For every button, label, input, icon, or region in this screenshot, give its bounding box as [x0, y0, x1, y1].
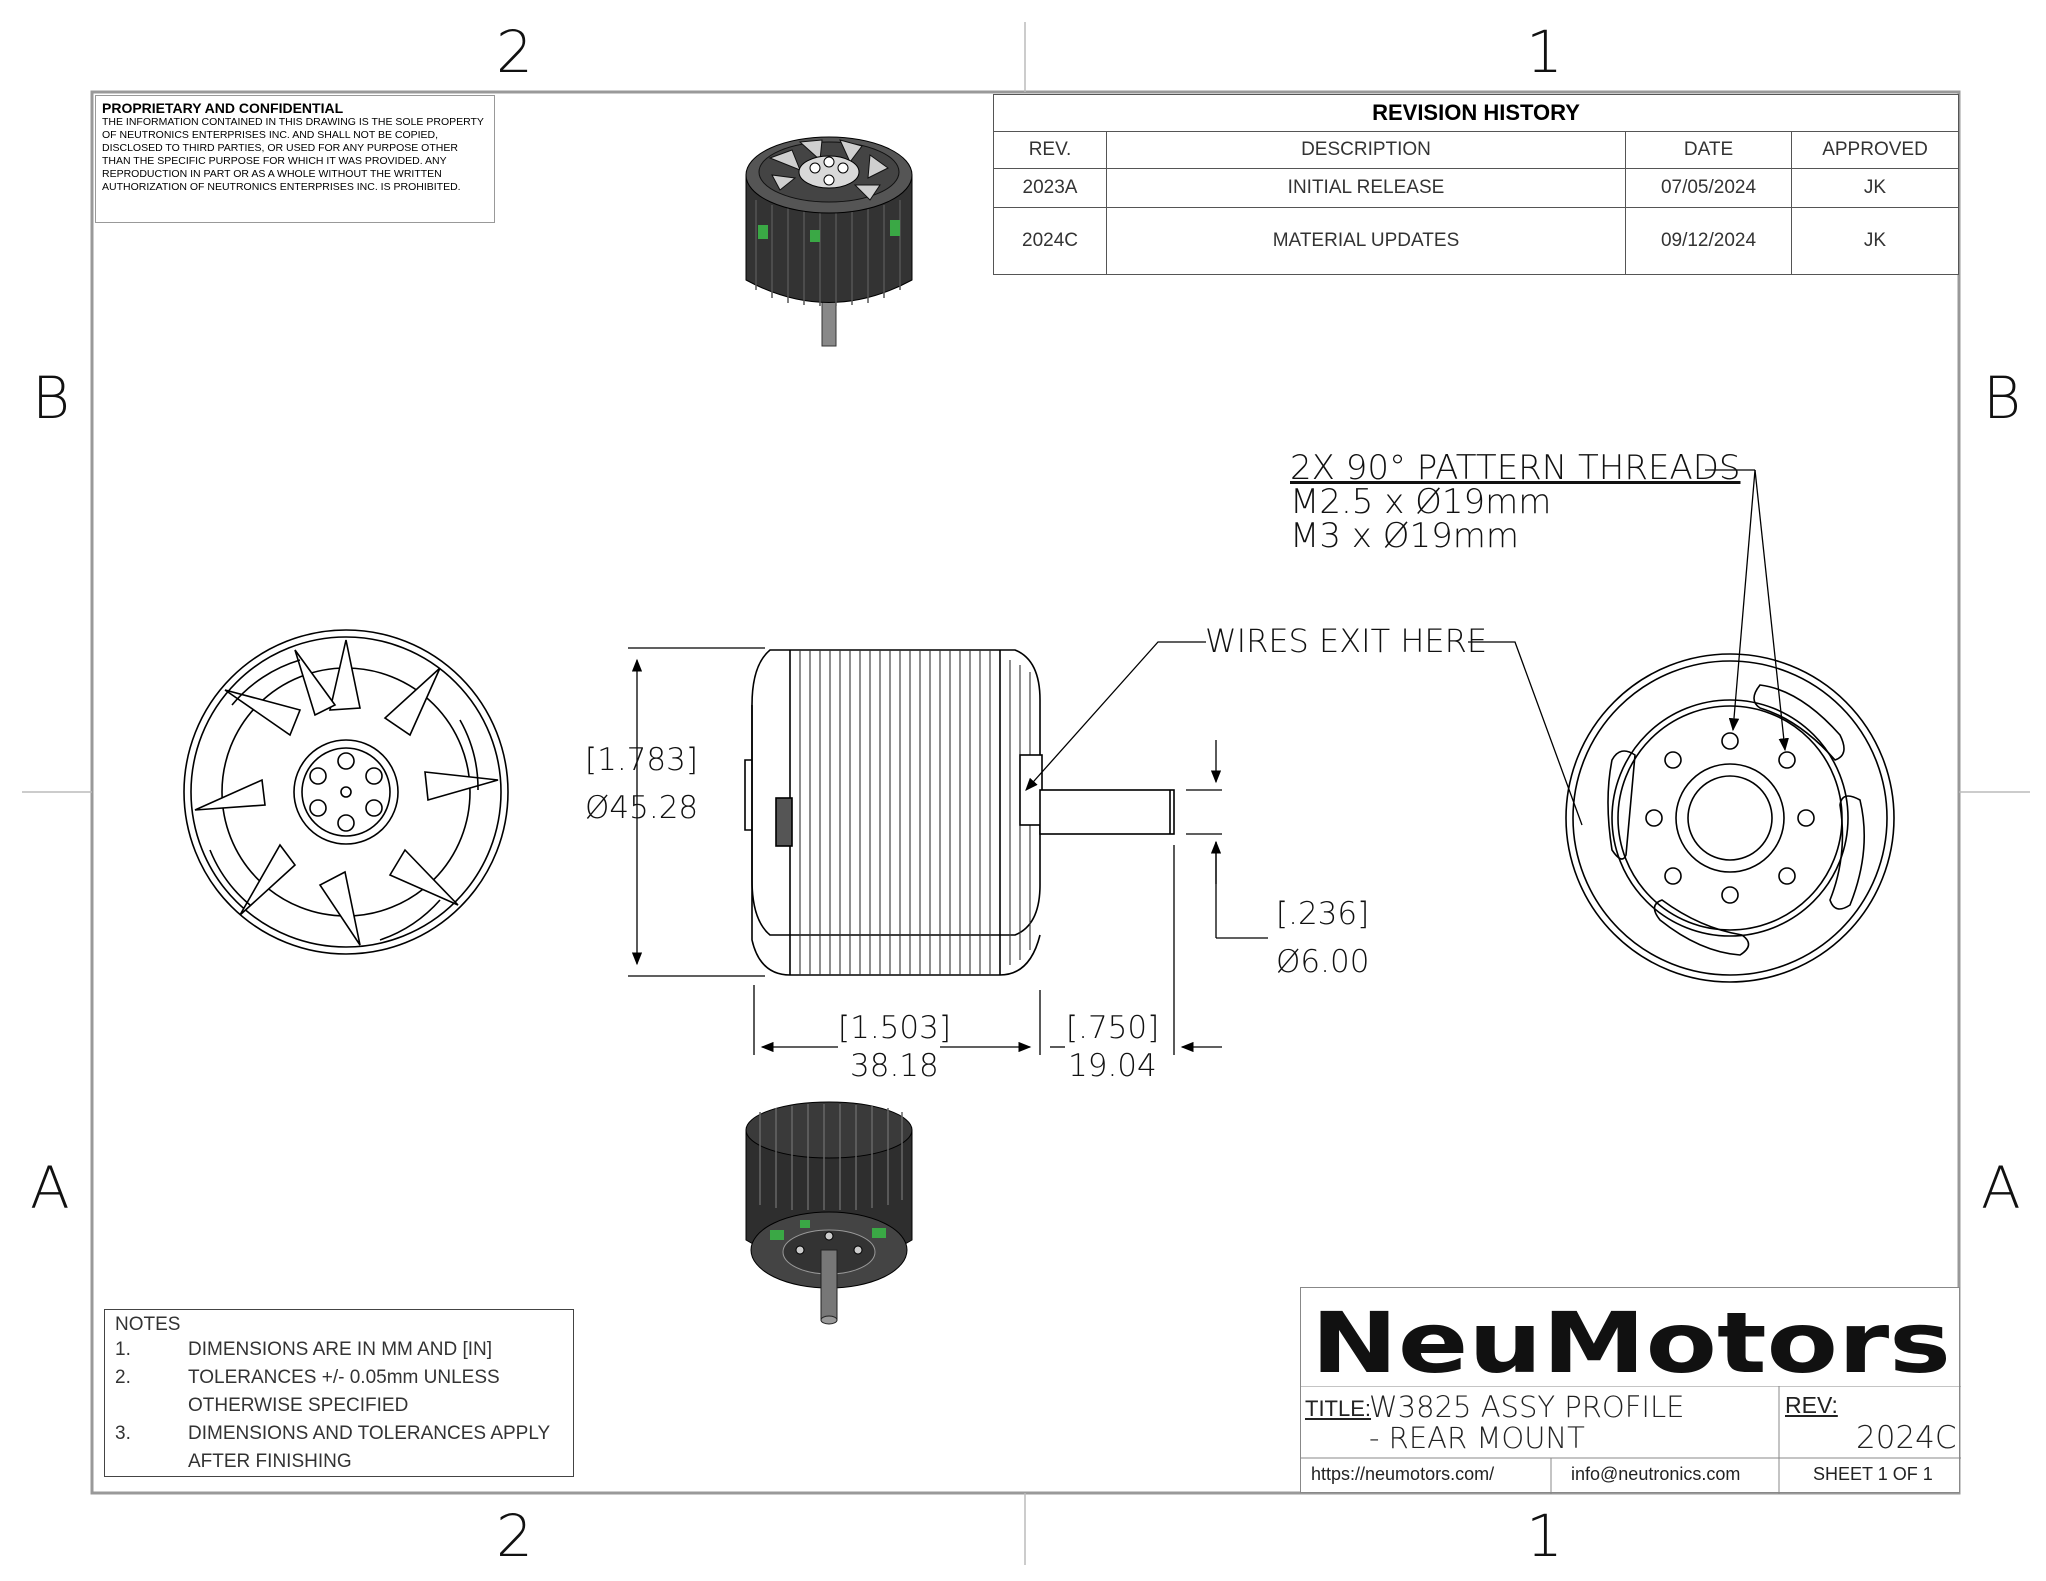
description-cell: MATERIAL UPDATES — [1107, 208, 1626, 275]
zone-top-left: 2 — [496, 18, 533, 86]
zone-top-right: 1 — [1526, 18, 1563, 86]
revision-history-table — [993, 94, 1959, 275]
table-row — [994, 208, 1959, 275]
pattern-threads-callout: 2X 90° PATTERN THREADS — [1290, 448, 1741, 488]
front-view — [184, 630, 508, 954]
rev-cell: 2023A — [994, 169, 1107, 208]
rev-col-header: REV. — [994, 132, 1107, 169]
zone-right-upper: B — [1983, 364, 2021, 432]
note-item — [115, 1336, 563, 1364]
rev-label: REV: — [1785, 1392, 1838, 1418]
table-row — [994, 169, 1959, 208]
note-number: 1. — [115, 1339, 131, 1360]
shaft-length-in-label: [.750] — [1066, 1010, 1160, 1046]
description-cell: INITIAL RELEASE — [1107, 169, 1626, 208]
length-in-label: [1.503] — [838, 1010, 951, 1046]
side-view — [745, 650, 1174, 975]
rear-view — [1566, 654, 1894, 982]
note-item — [115, 1364, 563, 1420]
diameter-mm-label: Ø45.28 — [585, 790, 699, 826]
notes-box — [104, 1309, 574, 1477]
approved-cell: JK — [1792, 169, 1959, 208]
approved-col-header: APPROVED — [1792, 132, 1959, 169]
note-number: 3. — [115, 1423, 131, 1444]
note-number: 2. — [115, 1367, 131, 1388]
rev-cell: 2024C — [994, 208, 1107, 275]
title-block — [1300, 1287, 1960, 1493]
proprietary-notice — [95, 95, 495, 223]
shaft-dia-mm-label: Ø6.00 — [1276, 944, 1370, 980]
zone-bottom-left: 2 — [496, 1502, 533, 1570]
zone-left-lower: A — [30, 1154, 70, 1222]
shaft-dia-in-label: [.236] — [1276, 896, 1370, 932]
iso-view-bottom — [746, 1102, 912, 1324]
revision-history-title: REVISION HISTORY — [994, 95, 1959, 132]
note-item — [115, 1420, 563, 1476]
diameter-in-label: [1.783] — [585, 742, 698, 778]
neumotors-logo — [1311, 1296, 1951, 1386]
wires-exit-callout: WIRES EXIT HERE — [1205, 622, 1488, 660]
note-text: TOLERANCES +/- 0.05mm UNLESS OTHERWISE SPECIFIED — [188, 1367, 500, 1416]
zone-right-lower: A — [1981, 1154, 2021, 1222]
rev-value: 2024C — [1856, 1420, 1957, 1456]
title-label: TITLE: — [1305, 1396, 1372, 1421]
zone-left-upper: B — [32, 364, 70, 432]
thread-spec-2: M3 x Ø19mm — [1290, 516, 1519, 556]
shaft-length-mm-label: 19.04 — [1068, 1048, 1157, 1084]
notes-title: NOTES — [115, 1314, 181, 1335]
proprietary-title: PROPRIETARY AND CONFIDENTIAL — [102, 100, 344, 116]
description-col-header: DESCRIPTION — [1107, 132, 1626, 169]
length-mm-label: 38.18 — [850, 1048, 939, 1084]
note-text: DIMENSIONS AND TOLERANCES APPLY AFTER FINISHING — [188, 1423, 550, 1472]
note-text: DIMENSIONS ARE IN MM AND [IN] — [188, 1339, 493, 1360]
date-cell: 07/05/2024 — [1626, 169, 1792, 208]
drawing-title: W3825 ASSY PROFILE - REAR MOUNT — [1369, 1390, 1685, 1455]
thread-spec-1: M2.5 x Ø19mm — [1290, 482, 1552, 522]
email-link[interactable]: info@neutronics.com — [1571, 1464, 1741, 1484]
proprietary-text: THE INFORMATION CONTAINED IN THIS DRAWING IS THE SOLE PROPERTY OF NEUTRONICS ENTERPRISES INC. AND SHALL NOT BE COPIED, DISCLOSED TO THIRD PARTIES, OR USED FOR ANY PURPOSE OTHER THAN THE SPECIFIC PURPOSE FOR WHICH IT WAS PROVIDED. ANY REPRODUCTION IN PART OR AS A WHOLE WITHOUT THE WRITTEN AUTHORIZATION OF NEUTRONICS ENTERPRISES INC. IS PROHIBITED. — [102, 116, 484, 193]
website-link[interactable]: https://neumotors.com/ — [1311, 1464, 1495, 1484]
sheet-number: SHEET 1 OF 1 — [1813, 1464, 1933, 1484]
date-cell: 09/12/2024 — [1626, 208, 1792, 275]
zone-bottom-right: 1 — [1526, 1502, 1563, 1570]
date-col-header: DATE — [1626, 132, 1792, 169]
iso-view-top — [746, 137, 912, 346]
approved-cell: JK — [1792, 208, 1959, 275]
logo-text: NeuMotors — [1311, 1296, 1951, 1386]
